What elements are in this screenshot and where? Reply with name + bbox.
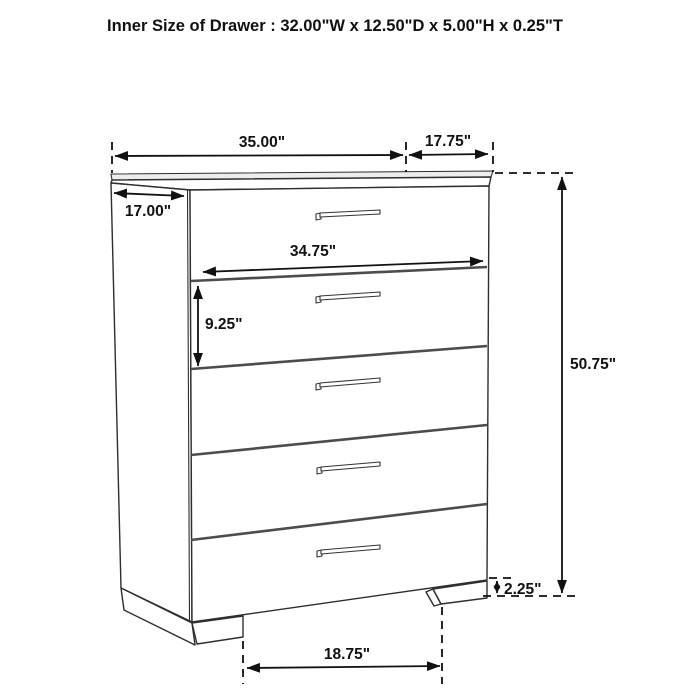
dimension-label: 9.25" <box>205 316 243 333</box>
chest-front-face <box>190 186 489 622</box>
chest-side-panel <box>111 183 192 622</box>
dimension-label: 35.00" <box>238 134 286 151</box>
dimension-label: 18.75" <box>323 646 371 663</box>
dimension-label: 17.75" <box>424 133 472 150</box>
dimension-top-depth <box>409 133 488 155</box>
dimension-overall-height <box>562 177 616 593</box>
dimension-leg-gap <box>247 646 440 668</box>
dimension-top-width <box>115 134 403 156</box>
dimension-label: 17.00" <box>124 203 172 220</box>
dimension-label: 2.25" <box>504 581 542 598</box>
diagram-title: Inner Size of Drawer : 32.00"W x 12.50"D x 5.00"H x 0.25"T <box>107 17 563 35</box>
dimension-base-height <box>497 581 542 598</box>
dimension-label: 34.75" <box>289 243 337 260</box>
dimension-label: 50.75" <box>570 356 617 373</box>
